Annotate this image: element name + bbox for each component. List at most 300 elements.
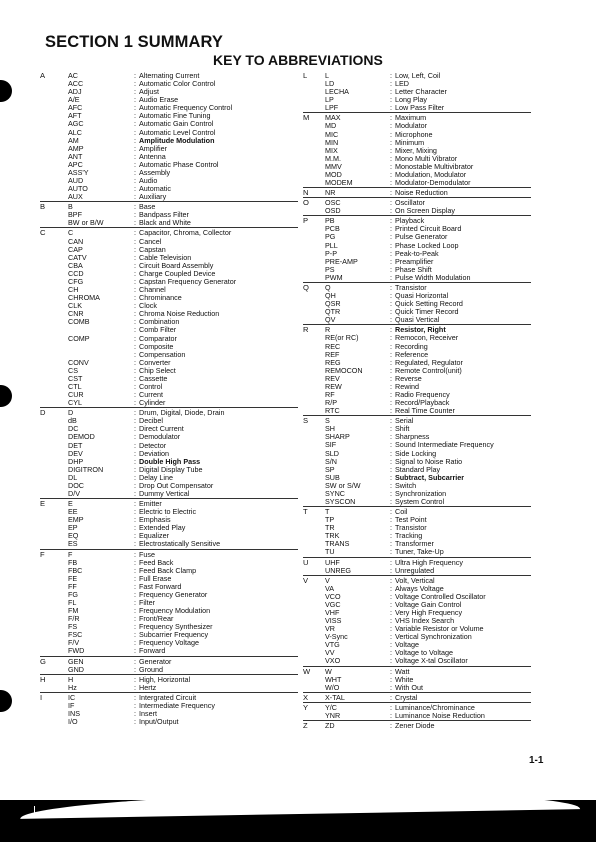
letter-group-z [303,720,531,730]
separator: : [134,317,136,327]
separator: : [134,408,136,418]
group-letter-spacer [40,367,53,375]
abbreviation-row [303,407,531,415]
separator: : [390,557,392,567]
group-letter-spacer [303,96,314,104]
definition: Alternating Current [139,72,200,80]
section-heading: SECTION 1 SUMMARY [45,33,224,51]
group-letter-spacer [303,399,314,407]
definition: Charge Coupled Device [139,269,216,278]
separator: : [134,159,136,169]
definition: Cable Television [139,253,192,262]
abbreviation: AFT [68,112,82,121]
abbreviation-row [303,391,531,399]
abbreviation-row [40,359,298,367]
definition: Voltage X-tal Oscillator [395,657,468,666]
group-letter-spacer [303,407,314,415]
group-letter-spacer [303,242,314,250]
group-letter-spacer [303,540,314,548]
abbreviation-row [40,153,298,161]
abbreviation-row [303,433,531,441]
abbreviation: DEV [68,449,83,458]
group-letter-spacer [303,274,314,282]
abbreviation: REG [325,358,341,367]
abbreviation-row [303,684,531,692]
letter-group-g [40,656,298,674]
definition: Modulator [395,122,427,131]
abbreviation: F/V [68,639,80,648]
abbreviation-row [303,649,531,657]
separator: : [134,357,136,367]
abbreviation: FWD [68,647,85,656]
group-letter-spacer [40,575,53,583]
separator: : [134,87,136,97]
separator: : [390,224,392,234]
separator: : [390,632,392,642]
definition: Maximum [395,114,427,123]
group-letter-spacer [303,250,314,258]
abbreviation-row [40,623,298,631]
abbreviation-row [40,294,298,302]
page-subheading: KEY TO ABBREVIATIONS [213,52,383,68]
abbreviation-row [303,567,531,575]
definition: Very High Frequency [395,609,463,617]
separator: : [134,244,136,254]
abbreviation-row [40,718,298,726]
abbreviation-row [40,169,298,177]
abbreviation-row [40,607,298,615]
group-letter-spacer [303,292,314,300]
definition: Filter [139,599,155,607]
group-letter: T [303,507,308,517]
separator: : [390,591,392,601]
abbreviation: RE(or RC) [325,334,359,343]
group-letter: M [303,113,310,123]
separator: : [390,682,392,692]
abbreviation: ACC [68,80,84,89]
definition: Audio Erase [139,96,179,105]
group-letter-spacer [303,433,314,441]
abbreviation-row [303,641,531,649]
letter-group-a [40,72,298,201]
separator: : [134,581,136,591]
definition: Printed Circuit Board [395,225,462,234]
abbreviation [68,351,134,359]
abbreviation-row [303,316,531,324]
separator: : [390,539,392,549]
abbreviation-row [40,647,298,655]
abbreviation: CATV [68,253,87,262]
abbreviation-row [40,177,298,185]
definition: Luminance Noise Reduction [395,711,485,720]
definition: LED [395,80,409,89]
abbreviation: CLK [68,302,82,311]
separator: : [390,656,392,666]
abbreviation: CUR [68,391,84,400]
abbreviation: Hz [68,683,77,692]
separator: : [390,496,392,506]
abbreviation-row [303,351,531,359]
definition: Standard Play [395,465,441,474]
separator: : [134,700,136,710]
definition: Chrominance [139,294,182,303]
abbreviation-row [303,139,531,147]
definition: Modulation, Modulator [395,170,467,179]
separator: : [390,523,392,533]
definition: Record/Playback [395,399,450,408]
abbreviation: W/O [325,683,340,692]
separator: : [390,256,392,266]
abbreviation-row [40,532,298,540]
separator: : [390,381,392,391]
abbreviation: MMV [325,162,342,171]
definition: Intergrated Circuit [139,693,197,702]
definition: Compensation [139,350,186,359]
definition: Audio [139,177,158,186]
separator: : [390,507,392,517]
definition: Delay Line [139,473,173,482]
group-letter-spacer [303,266,314,274]
abbreviation: TP [325,516,335,525]
binder-hole-mark [0,385,12,407]
group-letter-spacer [303,712,314,720]
abbreviation: VXO [325,657,341,666]
separator: : [390,721,392,731]
abbreviation-row [40,391,298,399]
group-letter-spacer [303,657,314,665]
abbreviation-row [303,217,531,225]
abbreviation-row [303,657,531,665]
group-letter-spacer [303,80,314,88]
separator: : [134,709,136,719]
definition: Always Voltage [395,584,444,593]
separator: : [390,448,392,458]
abbreviation-row [303,704,531,712]
abbreviation: AUTO [68,185,88,194]
group-letter: P [303,216,309,226]
group-letter-spacer [40,177,53,185]
separator: : [134,373,136,383]
group-letter-spacer [40,112,53,120]
definition: Vertical Synchronization [395,633,472,642]
abbreviation-row [303,450,531,458]
definition: Auxiliary [139,193,167,202]
group-letter: H [40,674,46,684]
abbreviation-row [303,163,531,171]
separator: : [390,71,392,80]
abbreviation: AUX [68,193,83,202]
definition: Voltage Controlled Oscillator [395,592,486,601]
definition: System Control [395,497,445,506]
definition: Capacitor, Chroma, Collector [139,229,232,238]
definition: Capstan [139,245,166,254]
group-letter-spacer [40,375,53,383]
abbreviation: SHARP [325,433,350,442]
definition: Sharpness [395,433,430,442]
definition: Black and White [139,219,191,228]
abbreviation-row [40,500,298,508]
definition: On Screen Display [395,207,455,216]
abbreviation-row [40,145,298,153]
separator: : [134,557,136,567]
definition: Feed Back [139,558,174,567]
abbreviation-row [303,114,531,122]
definition: Full Erase [139,574,172,583]
separator: : [134,176,136,186]
definition: Phase Shift [395,265,432,274]
group-letter-spacer [303,609,314,617]
group-letter-spacer [40,278,53,286]
separator: : [390,307,392,317]
separator: : [390,416,392,426]
letter-group-l [303,72,531,112]
definition: Ultra High Frequency [395,558,463,567]
definition: Emphasis [139,516,171,525]
letter-group-c [40,227,298,407]
separator: : [390,341,392,351]
abbreviation-row [40,425,298,433]
letter-group-p [303,215,531,282]
definition: Composite [139,342,174,351]
abbreviation: dB [68,417,77,426]
abbreviation-row [40,559,298,567]
group-letter: G [40,656,46,666]
abbreviation: SYNC [325,489,345,498]
separator: : [134,236,136,246]
abbreviation-row [303,300,531,308]
abbreviation-row [40,567,298,575]
letter-group-x [303,692,531,702]
abbreviation-row [40,450,298,458]
group-letter-spacer [303,458,314,466]
abbreviation: QV [325,316,336,325]
group-letter: W [303,666,311,676]
definition: Front/Rear [139,615,174,624]
group-letter-spacer [303,258,314,266]
group-letter-spacer [40,647,53,655]
abbreviation-row [40,417,298,425]
definition: Demodulator [139,433,181,442]
abbreviation-row [303,189,531,197]
abbreviation-row [40,474,298,482]
group-letter-spacer [40,145,53,153]
definition: Combination [139,318,180,327]
abbreviation: FG [68,590,78,599]
group-letter-spacer [303,104,314,112]
definition: Channel [139,286,166,295]
abbreviation: CTL [68,382,82,391]
separator: : [390,674,392,684]
abbreviation-row [40,326,298,334]
letter-group-w [303,666,531,692]
abbreviation: CNR [68,310,84,319]
letter-group-s [303,415,531,506]
abbreviation-row [303,308,531,316]
group-letter-spacer [40,137,53,145]
group-letter-spacer [40,129,53,137]
definition: Recording [395,342,428,351]
definition: Frequency Voltage [139,639,199,648]
abbreviation-row [40,702,298,710]
separator: : [390,710,392,720]
separator: : [390,472,392,482]
group-letter-spacer [40,238,53,246]
separator: : [390,103,392,113]
abbreviation-row [40,639,298,647]
group-letter-spacer [40,474,53,482]
abbreviation: EMP [68,516,84,525]
definition: Low Pass Filter [395,104,445,113]
separator: : [390,291,392,301]
abbreviation-row [303,199,531,207]
abbreviation-row [303,122,531,130]
separator: : [134,674,136,684]
group-letter: R [303,325,309,335]
separator: : [390,583,392,593]
separator: : [390,365,392,375]
group-letter-spacer [303,316,314,324]
definition: Antenna [139,152,166,161]
abbreviation-row [303,559,531,567]
group-letter-spacer [40,615,53,623]
separator: : [134,341,136,351]
abbreviation: DC [68,425,79,434]
abbreviation: PRE-AMP [325,257,358,266]
abbreviation: INS [68,710,80,719]
group-letter-spacer [40,262,53,270]
abbreviation: FBC [68,566,83,575]
abbreviation: D [68,409,74,418]
abbreviation-row [40,254,298,262]
abbreviation: F/R [68,615,80,624]
abbreviation-row [303,72,531,80]
group-letter-spacer [40,718,53,726]
definition: Bandpass Filter [139,211,189,220]
abbreviation: REF [325,350,340,359]
definition: Voltage [395,641,419,650]
separator: : [134,210,136,220]
abbreviation: FB [68,558,78,567]
group-letter-spacer [40,599,53,607]
separator: : [134,167,136,177]
group-letter-spacer [303,122,314,130]
group-letter-spacer [40,591,53,599]
letter-group-o [303,197,531,215]
abbreviation-row [40,710,298,718]
definition: Oscillator [395,199,425,208]
group-letter-spacer [40,270,53,278]
abbreviation: SUB [325,473,340,482]
definition: Converter [139,358,171,367]
definition: Intermediate Frequency [139,701,215,710]
abbreviation-row [303,490,531,498]
group-letter-spacer [40,540,53,548]
separator: : [390,702,392,712]
abbreviation: PB [325,217,335,226]
abbreviation-row [303,80,531,88]
group-letter-spacer [40,351,53,359]
definition: Long Play [395,96,427,105]
abbreviation: FM [68,607,79,616]
definition: Luminance/Chrominance [395,703,475,712]
abbreviation: P-P [325,249,337,258]
letter-group-u [303,557,531,575]
separator: : [134,622,136,632]
definition: Comb Filter [139,326,177,335]
abbreviation-row [303,458,531,466]
abbreviation-row [303,326,531,334]
group-letter: I [40,692,43,702]
abbreviation: SLD [325,449,339,458]
group-letter-spacer [303,490,314,498]
abbreviation-row [303,266,531,274]
definition: Quick Setting Record [395,300,463,309]
group-letter: F [40,549,45,559]
abbreviation: CS [68,366,78,375]
definition: Chroma Noise Reduction [139,310,220,319]
abbreviation: SYSCON [325,497,356,506]
abbreviation: DL [68,473,78,482]
group-letter-spacer [303,532,314,540]
group-letter-spacer [40,567,53,575]
abbreviation-row [303,207,531,215]
abbreviation-row [303,625,531,633]
group-letter-spacer [40,254,53,262]
separator: : [134,301,136,311]
separator: : [390,79,392,89]
definition: Automatic Level Control [139,128,216,137]
definition: Subtract, Subcarrier [395,473,465,482]
group-letter-spacer [40,318,53,326]
separator: : [134,103,136,113]
abbreviation-row [40,112,298,120]
group-letter-spacer [303,641,314,649]
abbreviation-row [40,80,298,88]
separator: : [134,151,136,161]
separator: : [134,589,136,599]
abbreviation-row [40,540,298,548]
abbreviation-row [40,599,298,607]
definition: Test Point [395,516,427,525]
group-letter: E [40,499,46,509]
abbreviation-row [40,270,298,278]
separator: : [134,293,136,303]
abbreviation-row [303,292,531,300]
abbreviation: ZD [325,722,335,731]
abbreviation-row [303,417,531,425]
abbreviation: APC [68,160,83,169]
separator: : [134,192,136,202]
abbreviation: T [325,508,330,517]
abbreviation-row [303,104,531,112]
definition: Cancel [139,237,162,246]
abbreviation-row [40,551,298,559]
abbreviation-row [40,684,298,692]
abbreviation-row [303,694,531,702]
abbreviation-row [40,96,298,104]
definition: Amplifier [139,144,167,153]
abbreviation: FE [68,574,78,583]
abbreviation: VTG [325,641,340,650]
group-letter-spacer [40,516,53,524]
separator: : [134,143,136,153]
separator: : [390,206,392,216]
separator: : [134,432,136,442]
abbreviation-row [303,441,531,449]
abbreviation-row [40,335,298,343]
abbreviation: DEMOD [68,433,95,442]
abbreviation: H [68,675,74,684]
